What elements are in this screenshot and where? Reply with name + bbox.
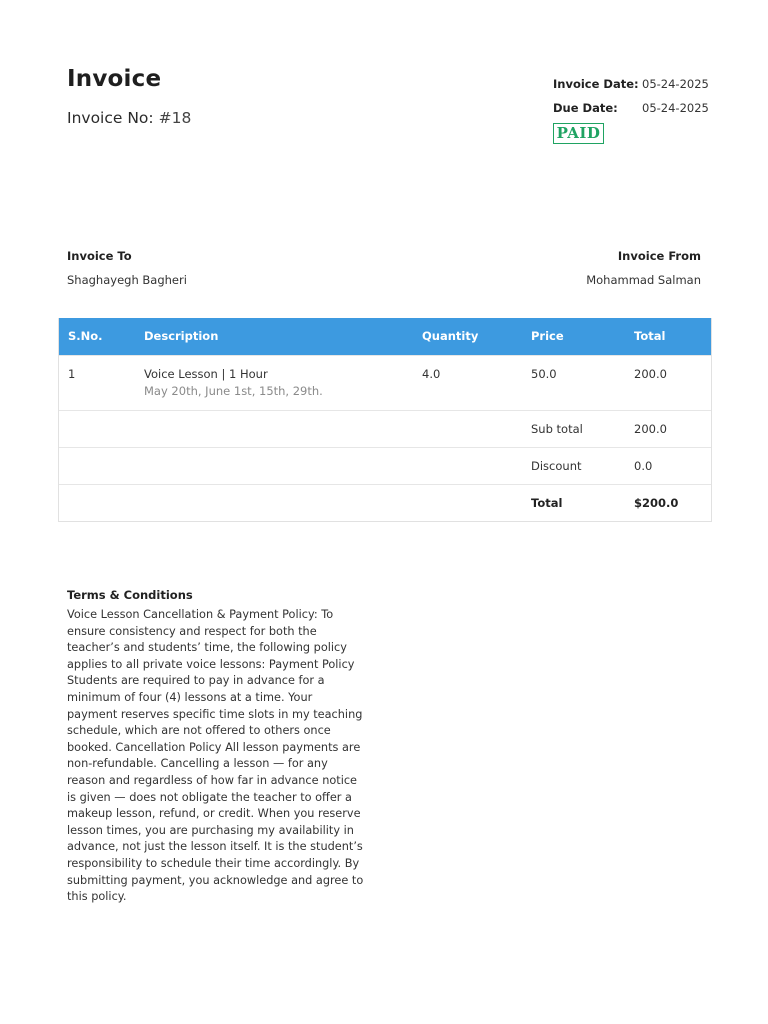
column-header-total: Total	[634, 329, 666, 343]
invoice-title: Invoice	[67, 66, 162, 92]
cell-description-details: May 20th, June 1st, 15th, 29th.	[144, 384, 323, 398]
terms-title: Terms & Conditions	[67, 588, 193, 602]
cell-quantity: 4.0	[422, 367, 441, 381]
subtotal-value: 200.0	[634, 422, 667, 436]
table-row	[59, 355, 711, 410]
cell-price: 50.0	[531, 367, 557, 381]
total-label: Total	[531, 496, 563, 510]
cell-description: Voice Lesson | 1 Hour	[144, 367, 268, 381]
terms-body: Voice Lesson Cancellation & Payment Policy: To ensure consistency and respect for both the teacher’s and students’ time, the following policy applies to all private voice lessons: Payment Policy Students are required to pay in advance for a minimum of four (4) lessons at a time. Your payment reserves specific time slots in my teaching schedule, which are not offered to others once booked. Cancellation Policy All lesson payments are non-refundable. Cancelling a lesson — for any reason and regardless of how far in advance notice is given — does not obligate the teacher to offer a makeup lesson, refund, or credit. When you reserve lesson times, you are purchasing my availability in advance, not just the lesson itself. It is the student’s responsibility to schedule their time accordingly. By submitting payment, you acknowledge and agree to this policy.	[67, 608, 364, 904]
invoice-number-label: Invoice No:	[67, 109, 154, 127]
column-header-sno: S.No.	[68, 329, 103, 343]
cell-total: 200.0	[634, 367, 667, 381]
due-date-label: Due Date:	[553, 101, 618, 115]
invoice-from-name: Mohammad Salman	[586, 273, 701, 287]
subtotal-row	[59, 410, 711, 447]
invoice-to-label: Invoice To	[67, 249, 132, 263]
column-header-price: Price	[531, 329, 564, 343]
invoice-number-value: #18	[158, 109, 192, 127]
table-header	[59, 318, 711, 355]
invoice-number	[67, 109, 191, 127]
paid-stamp: PAID	[553, 123, 604, 144]
total-value: $200.0	[634, 496, 679, 510]
invoice-date-label: Invoice Date:	[553, 77, 639, 91]
discount-value: 0.0	[634, 459, 653, 473]
column-header-description: Description	[144, 329, 219, 343]
discount-row	[59, 447, 711, 484]
invoice-to-name: Shaghayegh Bagheri	[67, 273, 187, 287]
invoice-from-label: Invoice From	[617, 249, 701, 263]
cell-sno: 1	[68, 367, 76, 381]
subtotal-label: Sub total	[531, 422, 583, 436]
column-header-quantity: Quantity	[422, 329, 479, 343]
invoice-table	[58, 318, 712, 522]
invoice-date-value: 05-24-2025	[642, 77, 709, 91]
due-date-value: 05-24-2025	[642, 101, 709, 115]
total-row	[59, 484, 711, 521]
discount-label: Discount	[531, 459, 582, 473]
